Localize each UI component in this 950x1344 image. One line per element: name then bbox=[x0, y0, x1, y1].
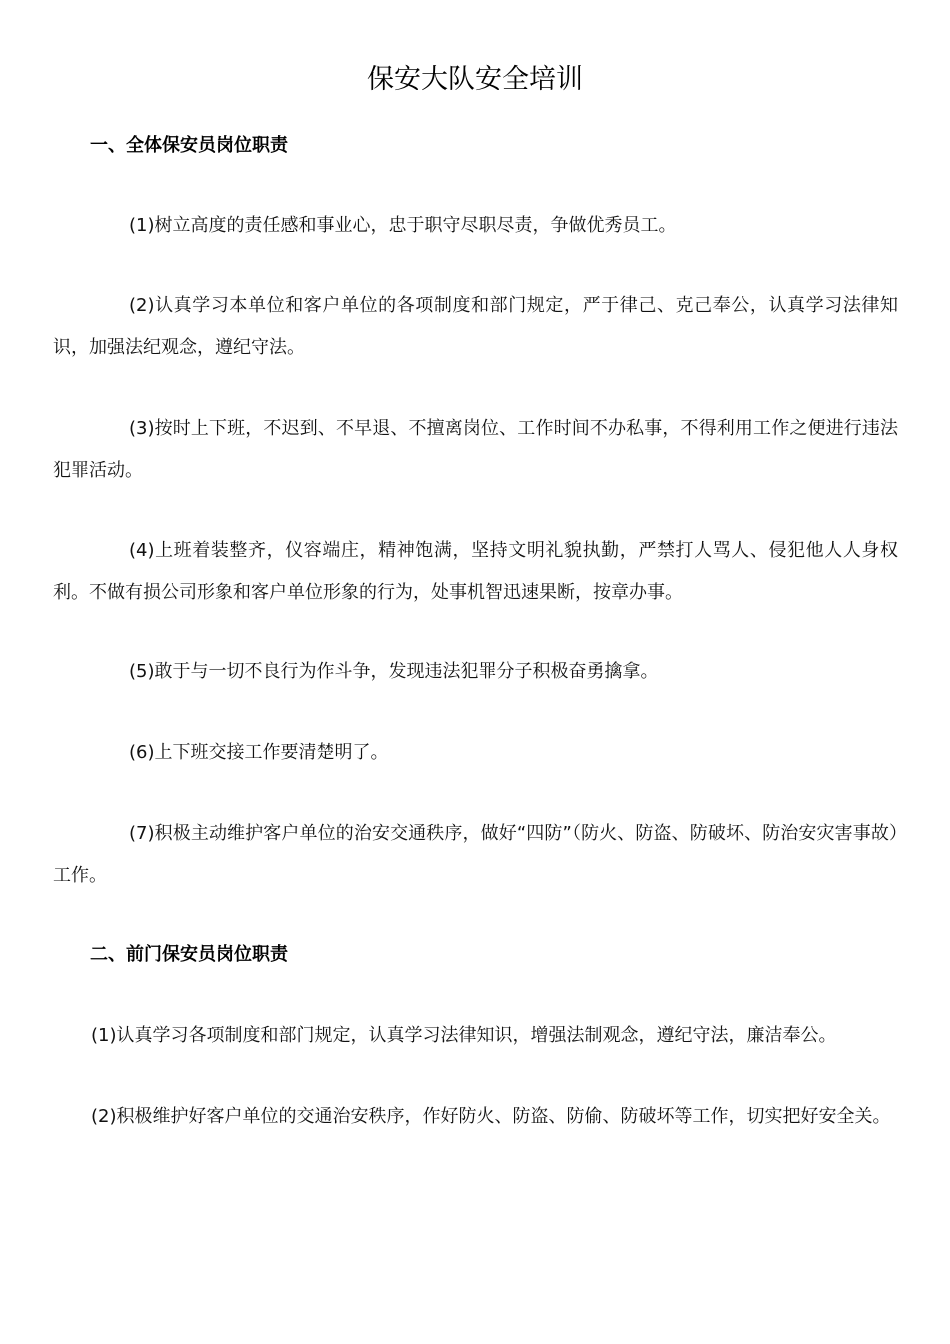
section-heading-1: 一、全体保安员岗位职责 bbox=[90, 135, 288, 156]
paragraph-1-3: (3)按时上下班，不迟到、不早退、不擅离岗位、工作时间不办私事，不得利用工作之便进行违法犯罪活动。 bbox=[53, 418, 898, 481]
paragraph-1-6: (6)上下班交接工作要清楚明了。 bbox=[129, 742, 389, 763]
paragraph-1-7: (7)积极主动维护客户单位的治安交通秩序，做好“四防”（防火、防盗、防破坏、防治安灾害事故）工作。 bbox=[53, 823, 898, 886]
paragraph-1-2: (2)认真学习本单位和客户单位的各项制度和部门规定，严于律己、克己奉公，认真学习法律知识，加强法纪观念，遵纪守法。 bbox=[53, 295, 898, 358]
paragraph-1-4: (4)上班着装整齐，仪容端庄，精神饱满，坚持文明礼貌执勤，严禁打人骂人、侵犯他人人身权利。不做有损公司形象和客户单位形象的行为，处事机智迅速果断，按章办事。 bbox=[53, 540, 898, 603]
paragraph-2-2: (2)积极维护好客户单位的交通治安秩序，作好防火、防盗、防偷、防破坏等工作，切实把好安全关。 bbox=[91, 1106, 891, 1127]
paragraph-1-5: (5)敢于与一切不良行为作斗争，发现违法犯罪分子积极奋勇擒拿。 bbox=[129, 661, 659, 682]
document-title: 保安大队安全培训 bbox=[367, 64, 583, 95]
paragraph-1-1: (1)树立高度的责任感和事业心，忠于职守尽职尽责，争做优秀员工。 bbox=[129, 215, 677, 236]
paragraph-2-1: (1)认真学习各项制度和部门规定，认真学习法律知识，增强法制观念，遵纪守法，廉洁奉公。 bbox=[91, 1025, 837, 1046]
section-heading-2: 二、前门保安员岗位职责 bbox=[90, 944, 288, 965]
